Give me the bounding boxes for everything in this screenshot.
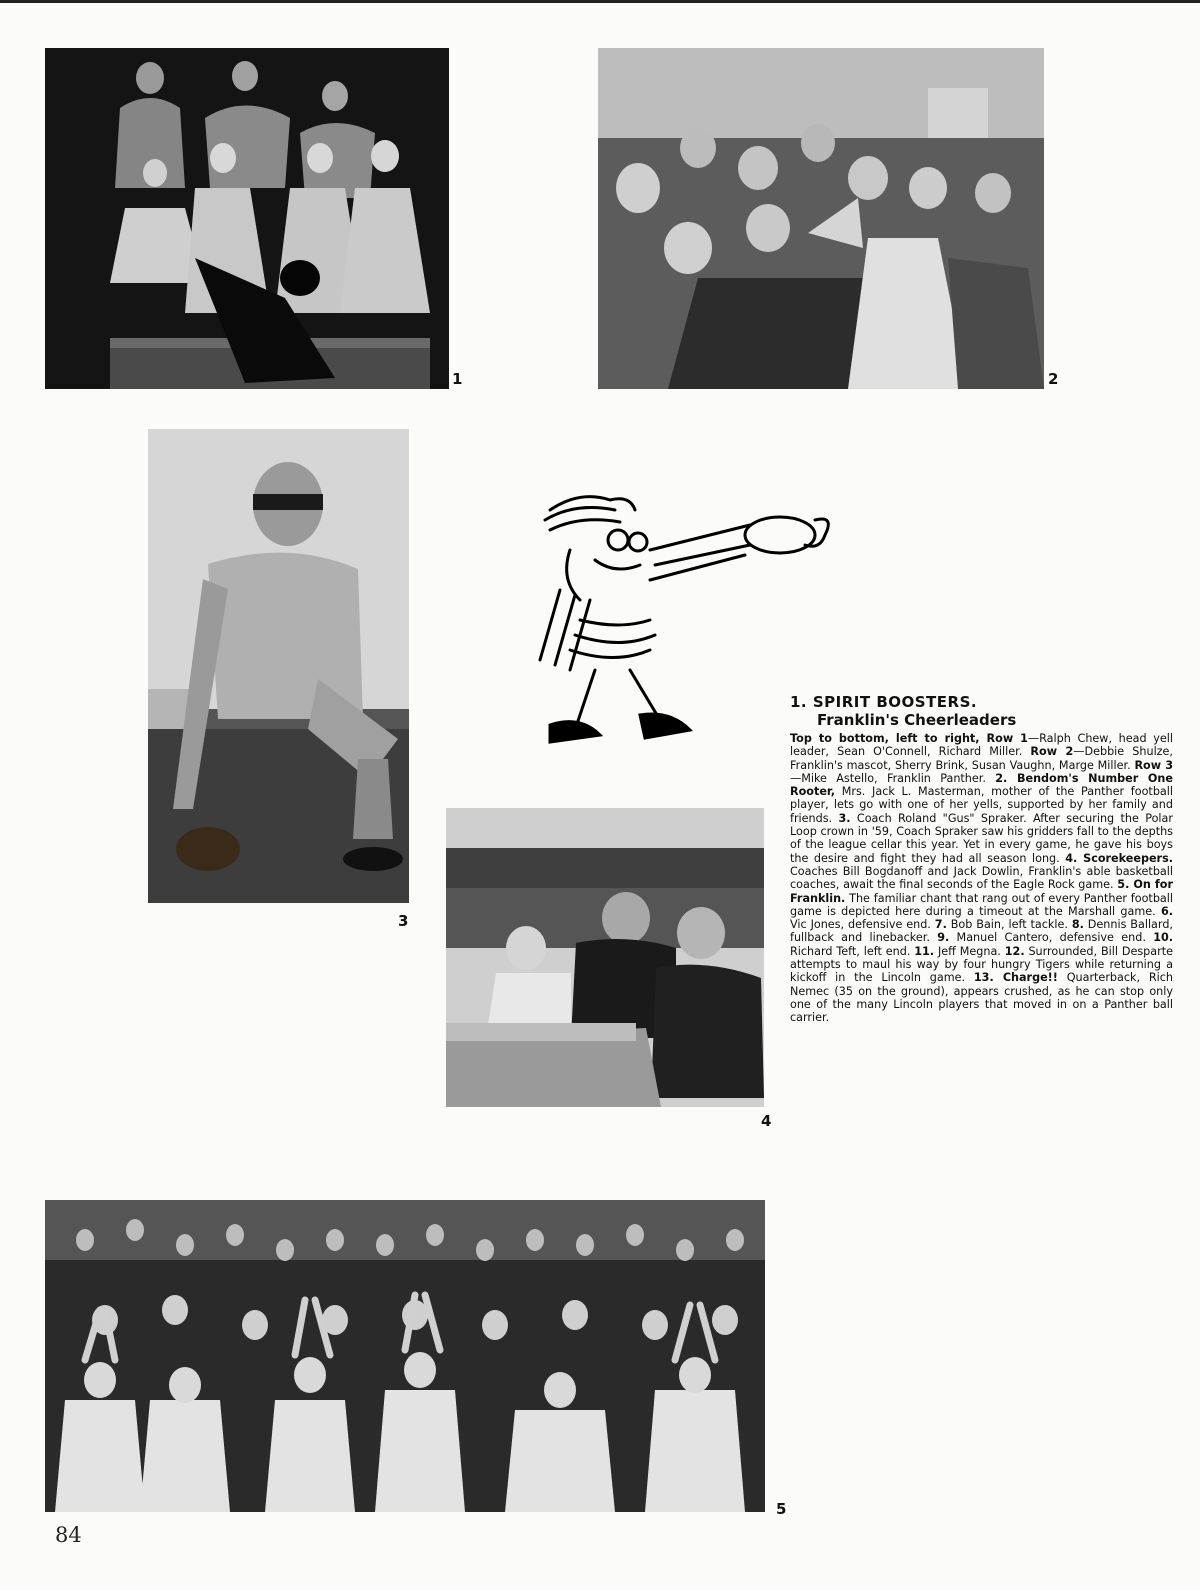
caption-bold-segment: 9.	[937, 931, 950, 945]
caption-bold-segment: 7.	[934, 918, 947, 932]
caption-text-segment: Dennis Ballard, fullback and linebacker.	[790, 918, 1173, 945]
caption-bold-segment: Row 3	[1134, 758, 1173, 772]
caption-text-segment: Coaches Bill Bogdanoff and Jack Dowlin, Franklin's able basketball coaches, await the final seconds of the Eagle Rock game.	[790, 864, 1173, 892]
photo-number-3: 3	[398, 912, 409, 930]
caption-text-segment: Quarterback, Rich Nemec (35 on the ground), appears crushed, as he can stop only one of the many Lincoln players that moved in on a Panther ball carrier.	[790, 971, 1173, 1025]
caption-text-segment: The familiar chant that rang out of every Panther football game is depicted here during a timeout at the Marshall game.	[790, 891, 1173, 918]
caption-bold-segment: 5. On for Franklin.	[790, 878, 1173, 905]
caption-text-segment: —Ralph Chew, head yell leader, Sean O'Connell, Richard Miller.	[790, 732, 1174, 759]
photo-number-1: 1	[452, 370, 463, 388]
caption-text-segment: Coach Roland "Gus" Spraker. After securing the Polar Loop crown in '59, Coach Spraker saw his gridders fall to the depths of the league cellar this year. Yet in every game, he gave his boys the desire and fight they had all season long.	[790, 811, 1173, 865]
caption-body	[790, 732, 1173, 1025]
caption-text-segment: Bob Bain, left tackle.	[946, 918, 1072, 932]
caption-bold-segment: Row 2	[1030, 745, 1074, 759]
photo-student-crowd	[45, 1200, 765, 1512]
caption-bold-segment: 4. Scorekeepers.	[1065, 851, 1173, 865]
page-number: 84	[55, 1523, 82, 1547]
caption-bold-segment: 11.	[914, 944, 935, 958]
caption-text-segment: Vic Jones, defensive end.	[790, 918, 935, 932]
photo-coach	[148, 429, 409, 903]
photo-scorekeepers	[446, 808, 764, 1107]
caption-text-segment: Jeff Megna.	[934, 944, 1005, 958]
caption-text-segment: —Debbie Shulze, Franklin's mascot, Sherry Brink, Susan Vaughn, Marge Miller.	[790, 745, 1173, 772]
caption-bold-segment: 2. Bendom's Number One Rooter,	[790, 771, 1173, 799]
caption-bold-segment: 3.	[838, 811, 851, 825]
caption-bold-segment: 6.	[1160, 904, 1173, 918]
caption-subtitle: Franklin's Cheerleaders	[817, 711, 1017, 729]
caption-bold-segment: 8.	[1071, 918, 1084, 932]
caption-bold-segment: 10.	[1153, 931, 1174, 945]
caption-text-segment: Mrs. Jack L. Masterman, mother of the Panther football player, lets go with one of her yells, supported by her family and friends.	[790, 785, 1173, 825]
caption-bold-segment: 13. Charge!!	[973, 971, 1058, 985]
photo-number-5: 5	[776, 1500, 787, 1518]
caption-block	[790, 693, 1173, 1025]
caption-text-segment: Surrounded, Bill Desparte attempts to maul his way by four hungry Tigers while returning a kickoff in the Lincoln game.	[790, 944, 1173, 985]
photo-number-2: 2	[1048, 370, 1059, 388]
photo-cheerleaders	[45, 48, 449, 389]
caption-text-segment: —Mike Astello, Franklin Panther.	[790, 771, 996, 785]
caption-title: 1. SPIRIT BOOSTERS.	[790, 693, 978, 711]
caption-bold-segment: Top to bottom, left to right, Row 1	[790, 732, 1028, 745]
photo-number-4: 4	[761, 1112, 772, 1130]
caption-text-segment: Richard Teft, left end.	[790, 944, 915, 958]
caption-text-segment: Manuel Cantero, defensive end.	[949, 931, 1154, 945]
top-border-rule	[0, 0, 1200, 3]
caption-bold-segment: 12.	[1004, 944, 1025, 958]
photo-rooters	[598, 48, 1044, 389]
